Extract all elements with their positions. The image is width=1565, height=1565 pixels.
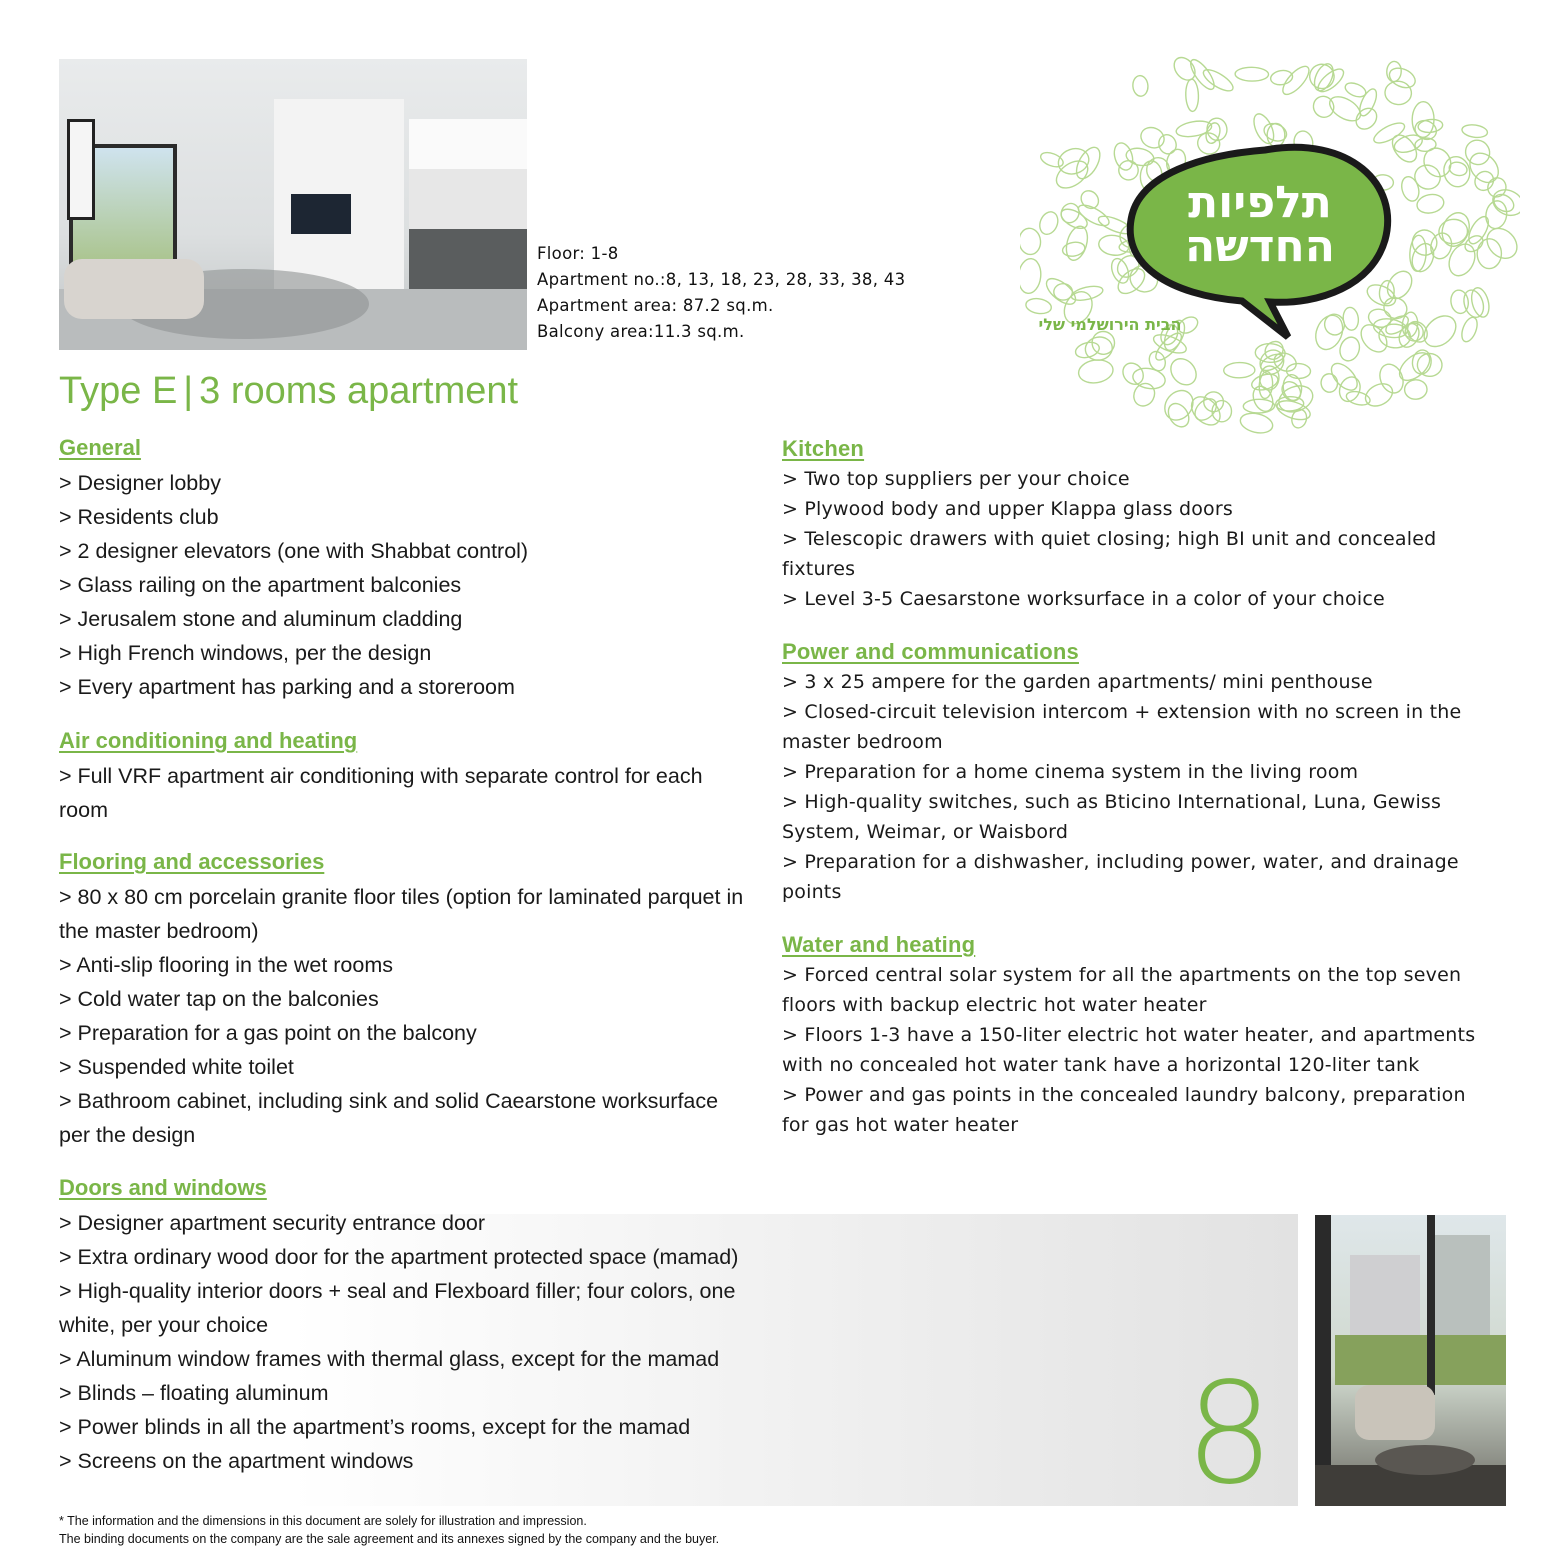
logo-oval-pattern xyxy=(1235,67,1269,81)
section-heading: Power and communications xyxy=(782,639,1079,664)
logo-oval-pattern xyxy=(1054,284,1073,301)
list-item: > 2 designer elevators (one with Shabbat control) xyxy=(59,539,529,563)
section-flooring xyxy=(59,846,749,1152)
section-air-conditioning xyxy=(59,725,749,827)
logo-oval-pattern xyxy=(1077,358,1115,386)
section-heading: Water and heating xyxy=(782,932,976,957)
logo-oval-pattern xyxy=(1386,61,1401,82)
list-item: > High French windows, per the design xyxy=(59,641,432,665)
footnote-line2: The binding documents on the company are the sale agreement and its annexes signed by the company and the buyer. xyxy=(59,1532,720,1546)
list-item: > Preparation for a home cinema system in the living room xyxy=(782,761,1359,783)
footnote-line1: * The information and the dimensions in this document are solely for illustration and impression. xyxy=(59,1514,587,1528)
title-separator: | xyxy=(183,370,194,412)
section-heading: General xyxy=(59,435,141,460)
logo-oval-pattern xyxy=(1279,62,1314,98)
list-item: > Extra ordinary wood door for the apartment protected space (mamad) xyxy=(59,1245,739,1269)
balcony-photo xyxy=(1315,1215,1506,1506)
logo-oval-pattern xyxy=(1399,175,1422,204)
list-item: > High-quality interior doors + seal and Flexboard filler; four colors, one white, per your choice xyxy=(59,1279,736,1337)
list-item: > Residents club xyxy=(59,505,219,529)
list-item: > Screens on the apartment windows xyxy=(59,1449,414,1473)
list-item: > 80 x 80 cm porcelain granite floor tiles (option for laminated parquet in the master bedroom) xyxy=(59,885,744,943)
logo-oval-pattern xyxy=(1042,274,1080,309)
list-item: > Preparation for a gas point on the balcony xyxy=(59,1021,477,1045)
list-item: > Blinds – floating aluminum xyxy=(59,1381,329,1405)
section-heading: Flooring and accessories xyxy=(59,849,325,874)
footnote xyxy=(59,1512,719,1548)
logo-oval-pattern xyxy=(1461,123,1488,139)
logo-oval-pattern xyxy=(1020,258,1042,295)
list-item: > Preparation for a dishwasher, including power, water, and drainage points xyxy=(782,851,1459,903)
logo-oval-pattern xyxy=(1132,75,1149,97)
logo-oval-pattern xyxy=(1075,201,1112,229)
list-item: > Plywood body and upper Klappa glass doors xyxy=(782,498,1233,520)
logo-oval-pattern xyxy=(1412,117,1439,142)
logo-oval-pattern xyxy=(1464,148,1504,189)
page-title xyxy=(59,370,518,413)
logo-oval-pattern xyxy=(1418,310,1462,353)
logo-oval-pattern xyxy=(1243,399,1274,413)
apartment-numbers: Apartment no.:8, 13, 18, 23, 28, 33, 38, 43 xyxy=(537,270,906,289)
logo-oval-pattern xyxy=(1078,187,1102,212)
logo-oval-pattern xyxy=(1382,267,1416,303)
list-item: > Floors 1-3 have a 150-liter electric hot water heater, and apartments with no concealed hot water tank have a horizontal 120-liter tank xyxy=(782,1024,1476,1076)
list-item: > Every apartment has parking and a storeroom xyxy=(59,675,515,699)
list-item: > Power and gas points in the concealed laundry balcony, preparation for gas hot water heater xyxy=(782,1084,1466,1136)
list-item: > Glass railing on the apartment balconies xyxy=(59,573,462,597)
logo-oval-pattern xyxy=(1238,410,1274,436)
list-item: > Forced central solar system for all the apartments on the top seven floors with backup electric hot water heater xyxy=(782,964,1462,1016)
list-item: > Cold water tap on the balconies xyxy=(59,987,379,1011)
logo-oval-pattern xyxy=(1159,385,1199,426)
list-item: > Anti-slip flooring in the wet rooms xyxy=(59,953,394,977)
logo-oval-pattern xyxy=(1371,119,1407,147)
living-room-photo xyxy=(59,59,527,350)
apartment-type: Type E xyxy=(59,370,178,412)
logo-oval-pattern xyxy=(1185,79,1199,112)
apartment-area: Apartment area: 87.2 sq.m. xyxy=(537,296,774,315)
balcony-area: Balcony area:11.3 sq.m. xyxy=(537,322,745,341)
logo-oval-pattern xyxy=(1386,64,1418,91)
page-number: 8 xyxy=(1185,1353,1275,1516)
list-item: > Telescopic drawers with quiet closing; high BI unit and concealed fixtures xyxy=(782,528,1437,580)
logo-oval-pattern xyxy=(1111,141,1136,173)
project-logo xyxy=(1020,55,1520,445)
logo-oval-pattern xyxy=(1025,297,1053,315)
logo-oval-pattern xyxy=(1116,158,1141,182)
logo-oval-pattern xyxy=(1384,80,1413,106)
logo-oval-pattern xyxy=(1415,192,1445,215)
logo-tagline: הבית הירושלמי שלי xyxy=(1038,315,1182,334)
list-item: > Full VRF apartment air conditioning with separate control for each room xyxy=(59,764,703,822)
logo-oval-pattern xyxy=(1366,307,1393,330)
logo-oval-pattern xyxy=(1336,374,1364,405)
logo-oval-pattern xyxy=(1419,143,1456,181)
logo-oval-pattern xyxy=(1459,315,1480,344)
section-water xyxy=(782,930,1482,1140)
logo-oval-pattern xyxy=(1352,104,1381,133)
floor-info: Floor: 1-8 xyxy=(537,244,619,263)
list-item: > Designer apartment security entrance door xyxy=(59,1211,486,1235)
logo-oval-pattern xyxy=(1020,227,1042,255)
section-power xyxy=(782,637,1482,907)
logo-oval-pattern xyxy=(1320,373,1339,393)
logo-oval-pattern xyxy=(1037,209,1061,237)
section-doors-windows xyxy=(59,1172,749,1478)
logo-oval-pattern xyxy=(1404,379,1427,400)
logo-oval-pattern xyxy=(1063,224,1091,263)
logo-oval-pattern xyxy=(1327,359,1362,395)
list-item: > 3 x 25 ampere for the garden apartments/ mini penthouse xyxy=(782,671,1373,693)
logo-oval-pattern xyxy=(1039,150,1065,170)
logo-oval-pattern xyxy=(1074,340,1101,360)
list-item: > Closed-circuit television intercom + extension with no screen in the master bedroom xyxy=(782,701,1462,753)
section-kitchen xyxy=(782,434,1482,614)
list-item: > Level 3-5 Caesarstone worksurface in a color of your choice xyxy=(782,588,1385,610)
list-item: > Jerusalem stone and aluminum cladding xyxy=(59,607,463,631)
logo-oval-pattern xyxy=(1156,132,1179,156)
section-heading: Air conditioning and heating xyxy=(59,728,358,753)
logo-oval-pattern xyxy=(1477,239,1502,269)
logo-oval-pattern xyxy=(1200,66,1236,95)
list-item: > High-quality switches, such as Bticino International, Luna, Gewiss System, Weimar, or Waisbord xyxy=(782,791,1442,843)
section-heading: Doors and windows xyxy=(59,1175,267,1200)
logo-oval-pattern xyxy=(1305,60,1338,93)
list-item: > Aluminum window frames with thermal glass, except for the mamad xyxy=(59,1347,720,1371)
logo-oval-pattern xyxy=(1270,69,1294,86)
logo-name-line2: החדשה xyxy=(1185,221,1335,272)
logo-name-line1: תלפיות xyxy=(1188,177,1332,228)
logo-oval-pattern xyxy=(1224,362,1255,378)
logo-oval-pattern xyxy=(1461,135,1495,169)
logo-oval-pattern xyxy=(1166,354,1202,390)
list-item: > Suspended white toilet xyxy=(59,1055,294,1079)
section-general xyxy=(59,432,749,704)
list-item: > Two top suppliers per your choice xyxy=(782,468,1130,490)
list-item: > Bathroom cabinet, including sink and solid Caearstone worksurface per the design xyxy=(59,1089,719,1147)
apartment-rooms: 3 rooms apartment xyxy=(199,370,519,412)
section-heading: Kitchen xyxy=(782,436,865,461)
apartment-info xyxy=(537,241,905,345)
logo-oval-pattern xyxy=(1138,124,1168,152)
list-item: > Designer lobby xyxy=(59,471,221,495)
list-item: > Power blinds in all the apartment’s rooms, except for the mamad xyxy=(59,1415,691,1439)
logo-oval-pattern xyxy=(1187,56,1218,92)
logo-oval-pattern xyxy=(1164,400,1193,431)
